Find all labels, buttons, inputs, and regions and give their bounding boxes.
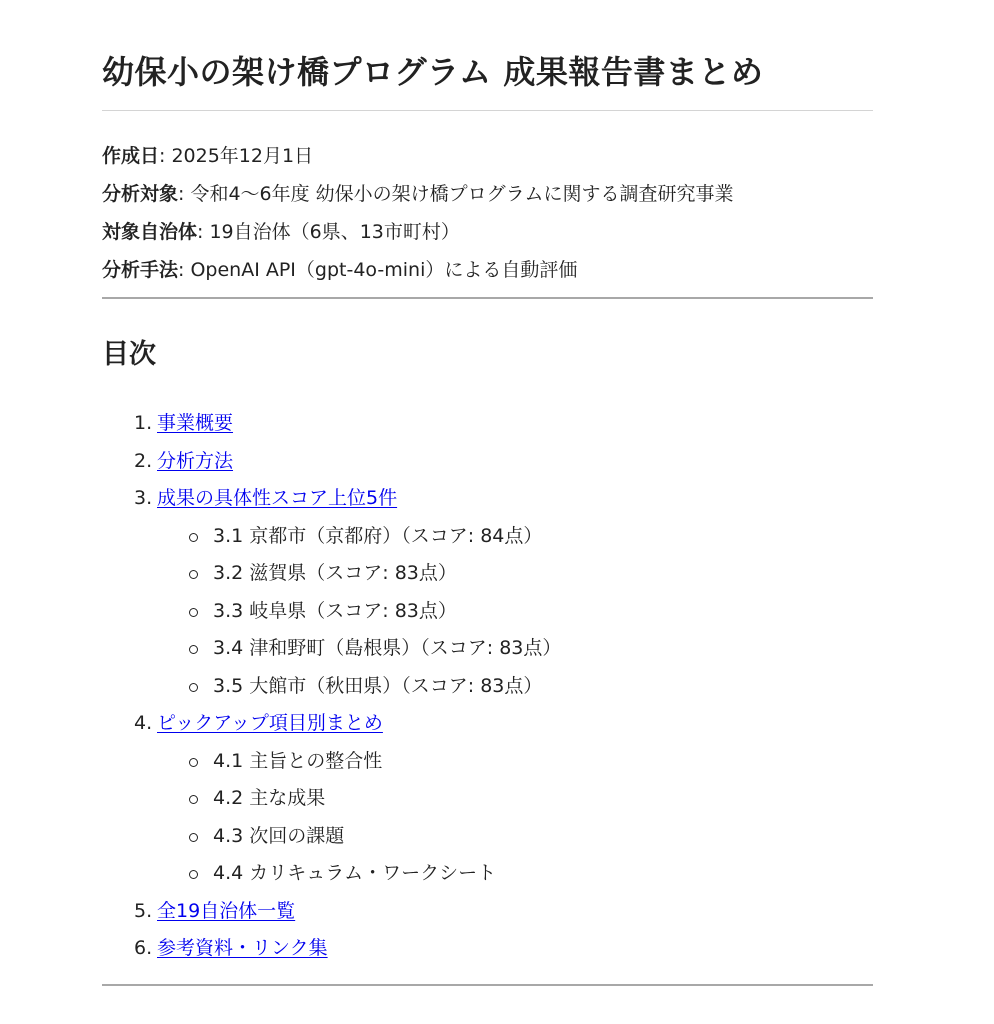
circle-bullet-icon [189, 833, 198, 842]
toc-number: 5. [134, 899, 153, 922]
circle-bullet-icon [189, 683, 198, 692]
toc-subitem-label: 4.3 次回の課題 [213, 824, 345, 847]
toc-item-all19 [102, 893, 873, 931]
toc-number: 2. [134, 449, 153, 472]
meta-key: 分析対象 [102, 183, 179, 205]
toc-sublist [157, 518, 873, 706]
table-of-contents [102, 405, 873, 968]
toc-subitem-label: 3.3 岐阜県（スコア: 83点） [213, 599, 457, 622]
section-divider [102, 984, 873, 986]
toc-number: 3. [134, 487, 153, 509]
meta-method [102, 251, 873, 289]
toc-item-top5 [102, 480, 873, 705]
toc-item-references [102, 930, 873, 968]
toc-link-method[interactable]: 分析方法 [157, 449, 234, 472]
circle-bullet-icon [189, 795, 198, 804]
meta-key: 分析手法 [102, 259, 179, 281]
toc-number: 6. [134, 937, 153, 959]
circle-bullet-icon [189, 608, 198, 617]
toc-subitem [157, 555, 873, 593]
toc-subitem-label: 4.4 カリキュラム・ワークシート [213, 862, 497, 884]
toc-link-pickup[interactable]: ピックアップ項目別まとめ [157, 712, 383, 734]
toc-item-overview [102, 405, 873, 443]
section-divider [102, 297, 873, 299]
toc-subitem [157, 855, 873, 893]
circle-bullet-icon [189, 570, 198, 579]
title-divider [102, 110, 873, 111]
toc-link-overview[interactable]: 事業概要 [157, 412, 234, 434]
meta-value: : 2025年12月1日 [159, 145, 314, 167]
toc-link-top5[interactable]: 成果の具体性スコア上位5件 [157, 487, 398, 509]
toc-subitem [157, 518, 873, 556]
toc-number: 1. [134, 412, 153, 434]
toc-subitem-label: 3.5 大館市（秋田県）（スコア: 83点） [213, 674, 543, 697]
toc-heading: 目次 [102, 339, 156, 370]
toc-subitem-label: 4.2 主な成果 [213, 787, 326, 809]
circle-bullet-icon [189, 533, 198, 542]
toc-subitem [157, 630, 873, 668]
meta-value: : OpenAI API（gpt-4o-mini）による自動評価 [178, 259, 578, 281]
meta-value: : 令和4〜6年度 幼保小の架け橋プログラムに関する調査研究事業 [178, 183, 734, 205]
toc-subitem [157, 593, 873, 631]
toc-subitem [157, 743, 873, 781]
meta-key: 対象自治体 [102, 221, 198, 243]
circle-bullet-icon [189, 645, 198, 654]
toc-link-all19[interactable]: 全19自治体一覧 [157, 899, 296, 922]
meta-municipalities [102, 213, 873, 251]
circle-bullet-icon [189, 870, 198, 879]
toc-subitem [157, 780, 873, 818]
meta-value: : 19自治体（6県、13市町村） [197, 221, 460, 243]
page-title: 幼保小の架け橋プログラム 成果報告書まとめ [102, 53, 764, 91]
toc-link-references[interactable]: 参考資料・リンク集 [157, 937, 328, 959]
toc-subitem-label: 3.1 京都市（京都府）（スコア: 84点） [213, 524, 543, 547]
circle-bullet-icon [189, 758, 198, 767]
toc-item-pickup [102, 705, 873, 893]
meta-created-date [102, 137, 873, 175]
toc-subitem-label: 3.4 津和野町（島根県）（スコア: 83点） [213, 637, 562, 659]
toc-subitem-label: 4.1 主旨との整合性 [213, 749, 383, 772]
meta-analysis-target [102, 175, 873, 213]
toc-sublist [157, 743, 873, 893]
metadata-block [102, 137, 873, 289]
toc-subitem-label: 3.2 滋賀県（スコア: 83点） [213, 562, 457, 584]
toc-subitem [157, 818, 873, 856]
document-page [102, 0, 873, 986]
toc-number: 4. [134, 712, 153, 734]
meta-key: 作成日 [102, 145, 160, 167]
toc-subitem [157, 668, 873, 706]
toc-item-method [102, 443, 873, 481]
